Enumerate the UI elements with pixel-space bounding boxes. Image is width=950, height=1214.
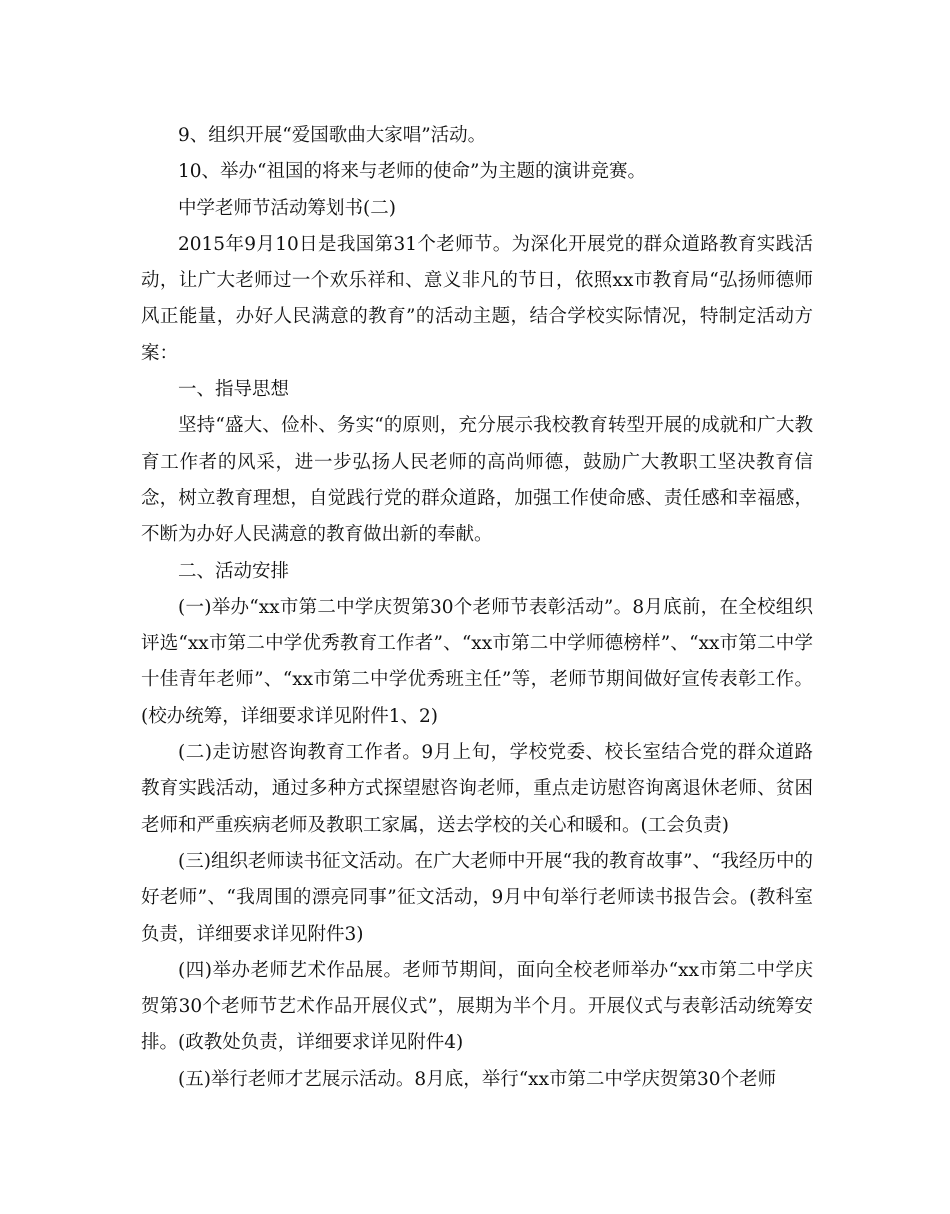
activity-item-2: (二)走访慰咨询教育工作者。9月上旬，学校党委、校长室结合党的群众道路教育实践活动，通过多种方式探望慰咨询老师，重点走访慰咨询离退休老师、贫困老师和严重疾病老师及教职工家属，送去学校的关心和暖和。(工会负责): [141, 742, 813, 836]
section-title: 中学老师节活动筹划书(二): [178, 197, 396, 219]
activity-item-3: (三)组织老师读书征文活动。在广大老师中开展“我的教育故事”、“我经历中的好老师”、“我周围的漂亮同事”征文活动，9月中旬举行老师读书报告会。(教科室负责，详细要求详见附件3): [141, 850, 813, 945]
heading-activity-arrangement: 二、活动安排: [178, 560, 290, 582]
activity-item-5: (五)举行老师才艺展示活动。8月底，举行“xx市第二中学庆贺第30个老师: [178, 1068, 777, 1090]
activity-item-1: (一)举办“xx市第二中学庆贺第30个老师节表彰活动”。8月底前，在全校组织评选“xx市第二中学优秀教育工作者”、“xx市第二中学师德榜样”、“xx市第二中学十佳青年老师”、“xx市第二中学优秀班主任”等，老师节期间做好宣传表彰工作。(校办统筹，详细要求详见附件1、2): [141, 596, 813, 727]
activity-item-4: (四)举办老师艺术作品展。老师节期间，面向全校老师举办“xx市第二中学庆贺第30个老师节艺术作品开展仪式”，展期为半个月。开展仪式与表彰活动统筹安排。(政教处负责，详细要求详见附件4): [141, 959, 813, 1054]
guiding-thought-paragraph: 坚持“盛大、俭朴、务实“的原则，充分展示我校教育转型开展的成就和广大教育工作者的风采，进一步弘扬人民老师的高尚师德，鼓励广大教职工坚决教育信念，树立教育理想，自觉践行党的群众道路，加强工作使命感、责任感和幸福感，不断为办好人民满意的教育做出新的奉献。: [141, 415, 813, 546]
list-item-10: 10、举办“祖国的将来与老师的使命”为主题的演讲竞赛。: [178, 161, 646, 183]
document-body: [141, 118, 813, 1098]
list-item-9: 9、组织开展“爱国歌曲大家唱”活动。: [178, 125, 487, 146]
intro-paragraph: 2015年9月10日是我国第31个老师节。为深化开展党的群众道路教育实践活动，让广大老师过一个欢乐祥和、意义非凡的节日，依照xx市教育局“弘扬师德师风正能量，办好人民满意的教育”的活动主题，结合学校实际情况，特制定活动方案：: [141, 233, 813, 364]
heading-guiding-thought: 一、指导思想: [178, 379, 290, 401]
